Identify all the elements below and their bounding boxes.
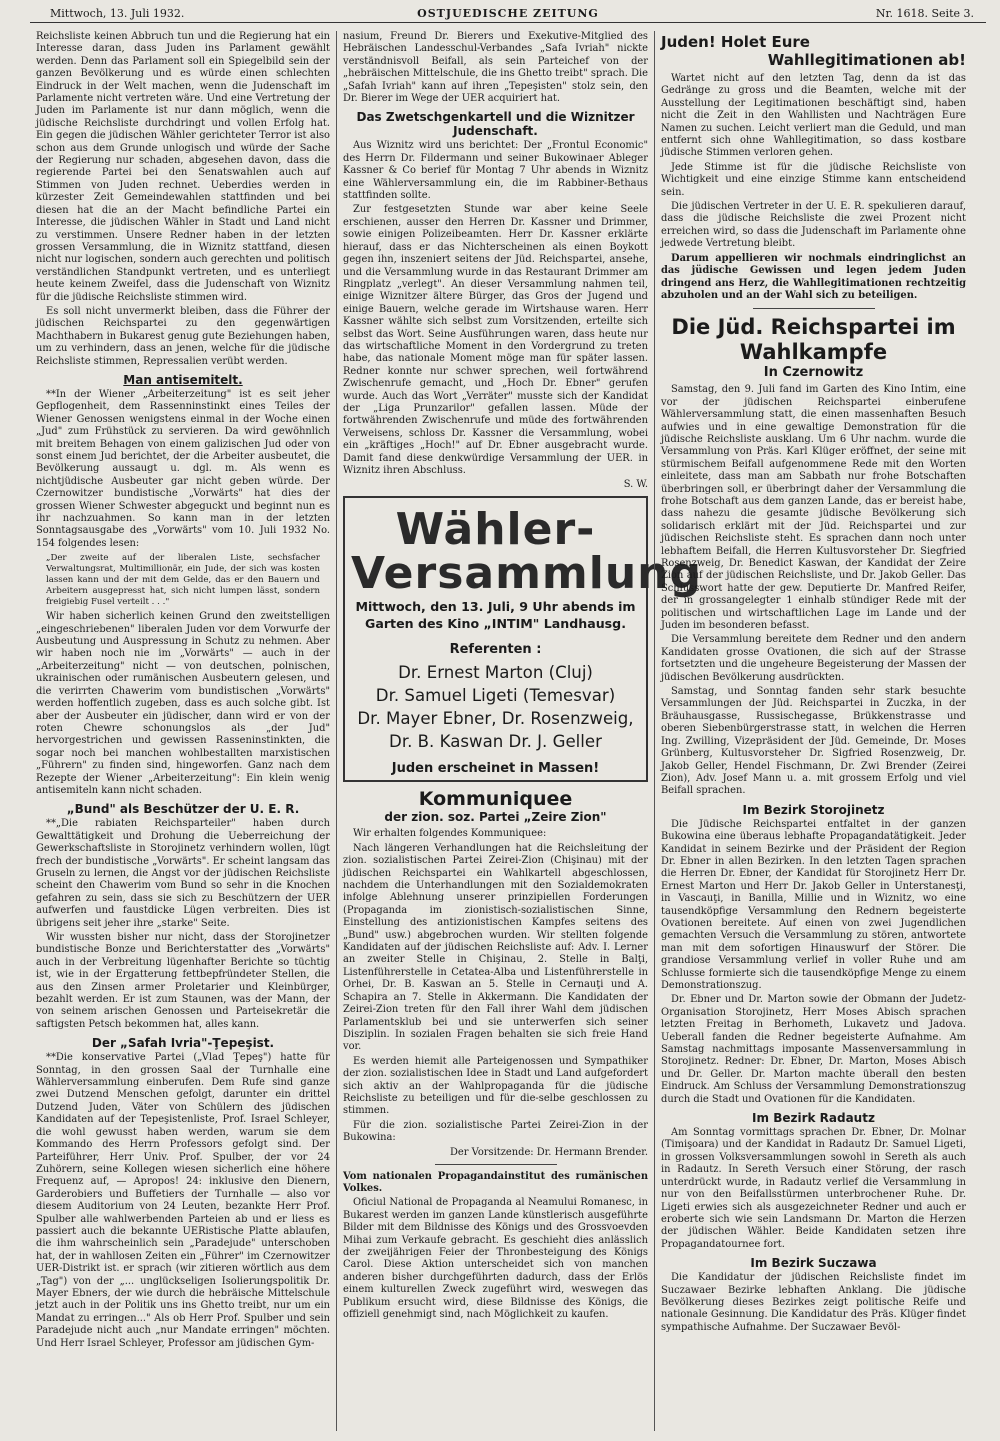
article-paragraph: **„Die rabiaten Reichsparteiler" haben durch Gewalttätigkeit und Drohung die Ueberreichung der Gewerkschaftsliste in Storojinetz verhindern wollen, lügt frech der bundistische „Vorwärts". Er scheint langsam das Gruseln zu lernen, die Angst vor der jüdischen Reichsliste scheint den Chawerim vom Bund so sehr in die Knochen gefahren zu sein, dass sie sich zu Beschützern der UER aufwerfen und faustdicke Lügen verbreiten. Dies ist übrigens seit jeher ihre „starke" Seite. xyxy=(36,818,330,929)
article-paragraph: Oficiul National de Propaganda al Neamului Romanesc, in Bukarest werden im ganzen Lande künstlerisch ausgeführte Bilder mit dem Bildnisse des Königs und des Grossvoevden Mihai zum Verkaufe gebracht. Es geschieht dies anlässlich der zweijährigen Feier der Thronbesteigung des Königs Carol. Diese Aktion unterscheidet sich von manchen anderen bisher durchgeführten dadurch, dass der Erlös einem kulturellen Zweck zugeführt wird, weswegen das Publikum ersucht wird, diese Bildnisse des Königs, die offiziell genehmigt sind, nach Möglichkeit zu kaufen. xyxy=(343,1197,648,1321)
masthead xyxy=(30,6,986,23)
article-paragraph: Wir erhalten folgendes Kommuniquee: xyxy=(353,828,547,840)
article-paragraph: Die Versammlung bereitete dem Redner und den andern Kandidaten grosse Ovationen, die sich auf der Strasse fortsetzten und die ungeheure Begeisterung der Massen der jüdischen Bevölkerung ausdrückten. xyxy=(661,634,966,683)
article-paragraph: Reichsliste keinen Abbruch tun und die Regierung hat ein Interesse daran, dass Juden ins Parlament gewählt werden. Denn das Parlament soll ein Spiegelbild sein der ganzen Bevölkerung und es würde einen schlechten Eindruck in der Welt machen, wenn die Judenschaft im Parlamente nicht vertreten wäre. Und eine Vertretung der Juden im Parlamente ist nur dann möglich, wenn die jüdische Reichsliste durchdringt und vollen Erfolg hat. Ein gegen die jüdischen Wähler gerichteter Terror ist also schon aus dem Grunde unlogisch und würde der Sache der Regierung nur schaden, abgesehen davon, dass die regierende Partei bei den Senatswahlen auch auf Stimmen von Juden rechnet. Ueberdies werden in kürzester Zeit Gemeindewahlen stattfinden und bei diesen hat die an der Macht befindliche Partei ein Interesse, die jüdischen Wähler in Stadt und Land nicht zu verstimmen. Unsere Redner haben in der letzten grossen Versammlung, die in Wiznitz stattfand, diesen nicht nur logischen, sondern auch gerechten und politisch verständlichen Standpunkt vertreten, und es unterliegt heute keinem Zweifel, dass die Judenschaft von Wiznitz für die jüdische Reichsliste stimmen wird. xyxy=(36,31,330,303)
columns xyxy=(30,31,986,1431)
article-paragraph: Wir haben sicherlich keinen Grund den zweitstelligen „eingeschriebenen" liberalen Juden vor dem Vorwurfe der Ausbeutung und Auspressung in Schutz zu nehmen. Aber wir haben noch nie im „Vorwärts" — auch in der „Arbeiterzeitung" nicht — von deutschen, polnischen, ukrainischen oder rumänischen Ausbeutern gelesen, und die verirrten Chawerim vom bundistischen „Vorwärts" werden hoffentlich zugeben, dass es auch solche gibt. Ist aber der Ausbeuter ein jüdischer, dann wird er von der roten Chewre schonungslos als „der Jud" hervorgestrichen und gewissen Rasseninstinkten, die sogar noch bei manchen wohlbestallten marxistischen „Führern" zu finden sind, hingeworfen. Ganz nach dem Rezepte der Wiener „Arbeiterzeitung": Ein klein wenig antisemiteln kann nicht schaden. xyxy=(36,611,330,796)
article-paragraph: Samstag, und Sonntag fanden sehr stark besuchte Versammlungen der Jüd. Reichspartei in Zuczka, in der Bräuhausgasse, Russischegasse, Brükkenstrasse und oberen Siebenbürgerstrasse statt, in welchen die Herren Ing. Zwilling, Vizepräsident der Jüd. Gemeinde, Dr. Moses Grünberg, Kultusvorsteher Dr. Sigfried Rosenzweig, Dr. Jakob Geller, Hendel Fischmann, Dr. Zwi Brender (Zeirei Zion), Adv. Josef Mann u. a. mit grossem Erfolg und viel Beifall sprachen. xyxy=(661,686,966,797)
subheadline-czernowitz: In Czernowitz xyxy=(763,365,864,381)
article-paragraph: **Die konservative Partei („Vlad Ţepeş") hatte für Sonntag, in den grossen Saal der Turnhalle eine Wählerversammlung einberufen. Dem Rufe sind ganze zwei Dutzend Menschen gefolgt, darunter ein drittel Dutzend Juden, Väter von Schülern des jüdischen Kandidaten auf der Tepeşistenliste, Prof. Israel Schleyer, die wohl gewusst haben werden, warum sie dem Kommando des Herrn Professors gefolgt sind. Der Parteiführer, Herr Univ. Prof. Spulber, der vor 24 Zuhörern, seine Kollegen wiesen sicherlich eine höhere Frequenz auf, — Apropos! 24: inklusive den Dienern, Garderobiers und Buffetiers der Turnhalle — also vor diesem Auditorium von 24 Leuten, bezankte Herr Prof. Spulber alle wahlwerbenden Parteien ab und er liess es passiert auch die bekannte UERistische Platte ablaufen, die ihm wahrscheinlich sein „Paradejude" unterschoben hat, der in wahllosen Zeiten ein „Führer" im Czernowitzer UER-Distrikt ist. er sprach (wir zitieren wörtlich aus dem „Tag") von der „... unglückseligen Isolierungspolitik Dr. Mayer Ebners, der wie durch die hebräische Mittelschule jetzt auch in der Politik uns ins Ghetto treibt, nur um ein Mandat zu erringen..." Als ob Herr Prof. Spulber und sein Paradejude nicht auch „nur Mandate erringen" möchten. Und Herr Israel Schleyer, Professor am jüdischen Gym- xyxy=(36,1052,330,1349)
article-signature: S. W. xyxy=(623,479,648,491)
headline-propaganda: Vom nationalen Propagandainstitut des rumänischen Volkes. xyxy=(343,1170,648,1194)
article-paragraph: Jede Stimme ist für die jüdische Reichsliste von Wichtigkeit und eine einzige Stimme kann entscheidend sein. xyxy=(661,161,966,198)
headline-antisemitelt: Man antisemitelt. xyxy=(123,372,243,387)
article-paragraph: Es soll nicht unvermerkt bleiben, dass die Führer der jüdischen Reichspartei zu den gegenwärtigen Machthabern in Bukarest genug gute Beziehungen haben, um zu verhindern, dass an jenen, welche für die jüdische Reichsliste stimmen, Repressalien verübt werden. xyxy=(36,305,330,367)
quote-block: „Der zweite auf der liberalen Liste, sechsfacher Verwaltungsrat, Multimillionär, ein Jude, der sich was kosten lassen kann und der mit dem Gelde, das er den Bauern und Arbeitern ausgepresst hat, sich nicht lumpen lässt, sondern freigiebig Fusel verteilt . . ." xyxy=(46,553,320,608)
election-meeting-ad xyxy=(343,496,702,782)
column-left xyxy=(30,31,336,1431)
article-paragraph: nasium, Freund Dr. Bierers und Exekutive-Mitglied des Hebräischen Landesschul-Verbandes „Safa Ivriah" nickte verständnisvoll Beifall, als sein Parteichef von der „hebräischen Mittelschule, die ins Ghetto treibt" sprach. Die „Safah Ivriah" kann auf ihren „Tepeşisten" stolz sein, den Dr. Bierer im Wege der UER acquiriert hat. xyxy=(343,31,648,105)
article-paragraph: Am Sonntag vormittags sprachen Dr. Ebner, Dr. Molnar (Timişoara) und der Kandidat in Radautz Dr. Samuel Ligeti, in grossen Volksversammlungen sowohl in Sereth als auch in Radautz. In Sereth Versuch einer Störung, der rasch unterdrückt wurde, in Radautz verlief die Versammlung in nur von den Beifallsstürmen unterbrochener Ruhe. Dr. Ligeti erwies sich als ausgezeichneter Redner und auch er eroberte sich wie sein Landsmann Dr. Marton die Herzen der jüdischen Wähler. Beide Kandidaten setzen ihre Propagandatournee fort. xyxy=(661,1127,966,1250)
headline-storojinetz: Im Bezirk Storojinetz xyxy=(742,802,885,817)
ad-title: Wähler-Versammlung xyxy=(351,504,702,600)
article-paragraph: Wir wussten bisher nur nicht, dass der Storojinetzer bundistische Bonze und Berichterstatter des „Vorwärts" auch in der Verbreitung lügenhafter Berichte so tüchtig ist, wie in der Ergatterung fettbepfründeter Stellen, die aus den Zinsen armer Proletarier und Kleinbürger, bezahlt werden. Er ist zum Staunen, was der Mann, der von seinem arischen Genossen und Parteisekretär die saftigsten Petsch bekommen hat, alles kann. xyxy=(36,932,330,1030)
headline-radautz: Im Bezirk Radautz xyxy=(752,1111,875,1126)
article-paragraph: Zur festgesetzten Stunde war aber keine Seele erschienen, ausser den Herren Dr. Kassner und Drimmer, sowie einigen Polizeibeamten. Herr Dr. Kassner erklärte hierauf, dass er das Nichterscheinen als einen Boykott gegen ihn, inszeniert seitens der Jüd. Reichspartei, ansehe, und die Versammlung wurde in das Restaurant Drimmer am Ringplatz „verlegt". An dieser Versammlung nahmen teil, einige Wiznitzer ältere Bürger, das Gros der Jugend und einige Bauern, welche gerade im Wirtshause waren. Herr Kassner wählte sich selbst zum Vorsitzenden, erteilte sich selbst das Wort. Seine Ausführungen waren, dass heute nur das wirtschaftliche Moment in den Vordergrund zu treten habe, das nationale Moment möge man für später lassen. Redner konnte nur schwer sprechen, weil fortwährend Zwischenrufe gemacht, und „Hoch Dr. Ebner" gerufen wurde. Auch das Wort „Verräter" musste sich der Kandidat der „Liga Prunzarilor" gefallen lassen. Müde der fortwährenden Zwischenrufe und müde des fortwährenden Verweisens, schloss Dr. Kassner die Versammlung, wobei ein „kräftiges „Hoch!" auf Dr. Ebner ausgebracht wurde. Damit fand diese denkwürdige Versammlung der UER. in Wiznitz ihren Abschluss. xyxy=(343,204,648,476)
ad-speaker-line: Dr. Mayer Ebner, Dr. Rosenzweig, xyxy=(357,709,634,729)
headline-bund: „Bund" als Beschützer der U. E. R. xyxy=(66,802,300,817)
headline-suczawa: Im Bezirk Suczawa xyxy=(750,1256,877,1271)
article-paragraph: **In der Wiener „Arbeiterzeitung" ist es seit jeher Gepflogenheit, dem Rassenninstinkt eines Teiles der Wiener Genossen wenigstens einmal in der Woche einen „Jud" zum Frühstück zu servieren. Da wird gewöhnlich mit breitem Behagen von einem galizischen Jud oder von sonst einem Jud berichtet, der die Arbeiter ausbeutet, die Bevölkerung aussaugt u. dgl. m. Als wenn es nichtjüdische Ausbeuter gar nicht geben würde. Der Czernowitzer bundistische „Vorwärts" hat dies der grossen Wiener Schwester abgeguckt und beginnt nun es ihr nachzuahmen. So kann man in der letzten Sonntagsausgabe des „Vorwärts" vom 10. Juli 1932 No. 154 folgendes lesen: xyxy=(36,388,330,549)
article-paragraph: Es werden hiemit alle Parteigenossen und Sympathiker der zion. sozialistischen Idee in Stadt und Land aufgefordert sich aktiv an der Wahlpropaganda für die jüdische Reichsliste zu beteiligen und für die-selbe geschlossen zu stimmen. xyxy=(343,1055,648,1117)
article-paragraph: Die jüdischen Vertreter in der U. E. R. spekulieren darauf, dass die jüdische Reichsliste die zwei Prozent nicht erreichen wird, so dass die Judenschaft im Parlamente ohne jedwede Vertretung bleibt. xyxy=(661,201,966,250)
headline-kommuniquee: Kommuniquee xyxy=(418,788,573,811)
column-right xyxy=(654,31,972,1431)
article-paragraph: Aus Wiznitz wird uns berichtet: Der „Frontul Economic" des Herrn Dr. Fildermann und seiner Bukowinaer Ableger Kassner & Co berief für Montag 7 Uhr abends in Wiznitz eine Wählerversammlung ein, die im Rabbiner-Bethaus stattfinden sollte. xyxy=(343,140,648,202)
masthead-issue: Nr. 1618. Seite 3. xyxy=(875,7,974,20)
headline-reichspartei: Die Jüd. Reichspartei im Wahlkampfe xyxy=(671,315,956,365)
masthead-date: Mittwoch, 13. Juli 1932. xyxy=(50,7,185,20)
ad-speakers-label: Referenten : xyxy=(449,642,542,658)
ad-speaker-line: Dr. Samuel Ligeti (Temesvar) xyxy=(375,686,616,706)
headline-safah-ivria: Der „Safah Ivria"-Ţepeşist. xyxy=(91,1036,275,1051)
article-paragraph: Nach längeren Verhandlungen hat die Reichsleitung der zion. sozialistischen Partei Zeirei-Zion (Chişinau) mit der jüdischen Reichspartei ein Wahlkartell abgeschlossen, nachdem die Unterhandlungen mit den Sozialdemokraten infolge Ablehnung unserer prinzipiellen Forderungen (Propaganda im zionistisch-sozialistischen Sinne, Einstellung des antizionistischen Kampfes seitens des „Bund" usw.) abgebrochen wurden. Wir stellten folgende Kandidaten auf der jüdischen Reichsliste auf: Adv. I. Lerner an zweiter Stelle in Chişinau, 2. Stelle in Balţi, Listenführerstelle in Cetatea-Alba und Listenführerstelle in Orhei, Dr. B. Kaswan an 5. Stelle in Cernauţi und A. Schapira an 7. Stelle in Akkermann. Die Kandidaten der Zeirei-Zion treten für den Fall ihrer Wahl dem jüdischen Parlamentsklub bei und sie unterwerfen sich seiner Disziplin. In sozialen Fragen behalten sie sich freie Hand vor. xyxy=(343,842,648,1053)
kommuniquee-signature: Der Vorsitzende: Dr. Hermann Brender. xyxy=(450,1146,648,1158)
column-middle xyxy=(336,31,702,1431)
headline-zwetschgenkartell: Das Zwetschgenkartell und die Wiznitzer Judenschaft. xyxy=(356,110,635,139)
masthead-title: OSTJUEDISCHE ZEITUNG xyxy=(417,7,599,20)
ad-call-to-action: Juden erscheinet in Massen! xyxy=(391,761,600,777)
ad-speaker-line: Dr. B. Kaswan Dr. J. Geller xyxy=(389,732,602,752)
article-paragraph: Für die zion. sozialistische Partei Zeirei-Zion in der Bukowina: xyxy=(343,1119,648,1144)
ad-subtitle: Mittwoch, den 13. Juli, 9 Uhr abends im Garten des Kino „INTIM" Landhausg. xyxy=(355,599,636,632)
subheadline-zeire-zion: der zion. soz. Partei „Zeire Zion" xyxy=(384,810,607,825)
article-paragraph: Dr. Ebner und Dr. Marton sowie der Obmann der Judetz-Organisation Storojinetz, Herr Moses Abisch sprachen letzten Freitag in Berhometh, Lukavetz und Jadova. Ueberall fanden die Redner begeisterte Aufnahme. Am Samstag nachmittags imposante Massenversammlung in Storojinetz. Redner: Dr. Ebner, Dr. Marton, Moses Abisch und Dr. Geller. Dr. Marton machte überall den besten Eindruck. Am Schluss der Versammlung Demonstrationszug durch die Stadt und Ovationen für die Kandidaten. xyxy=(661,994,966,1105)
article-paragraph: Die Jüdische Reichspartei entfaltet in der ganzen Bukowina eine überaus lebhafte Propagandatätigkeit. Jeder Kandidat in seinem Bezirke und der Präsident der Region Dr. Ebner in allen Bezirken. In den letzten Tagen sprachen die Herren Dr. Ebner, der Kandidat für Storojinetz Herr Dr. Ernest Marton und Herr Dr. Jakob Geller in Unterstanesţi, in Vascauţi, in Banilla, Millie und in Wiznitz, wo eine tausendköpfige Versammlung den Rednern begeisterte Ovationen bereitete. Auf einen von zwei Jugendlichen gemachten Versuch die Versammlung zu stören, antwortete man mit dem sofortigen Hinauswurf der Störer. Die grandiose Versammlung verlief in voller Ruhe und am Schlusse formierte sich die tausendköpfige Menge zu einem Demonstrationszug. xyxy=(661,818,966,991)
headline-wahllegitimationen xyxy=(661,33,966,69)
headline-line: Wahllegitimationen ab! xyxy=(767,51,966,69)
headline-line: Juden! Holet Eure xyxy=(661,33,810,51)
divider xyxy=(753,308,875,309)
article-paragraph: Die Kandidatur der jüdischen Reichsliste findet im Suczawaer Bezirke lebhaften Anklang. Die jüdische Bevölkerung dieses Bezirkes zeigt politische Reife und nationale Gesinnung. Die Kandidatur des Präs. Klüger findet sympathische Aufnahme. Der Suczawaer Bevöl- xyxy=(661,1272,966,1333)
divider xyxy=(435,1164,557,1165)
article-paragraph: Wartet nicht auf den letzten Tag, denn da ist das Gedränge zu gross und die Beamten, welche mit der Ausstellung der Legitimationen beschäftigt sind, haben nicht die Zeit in den Wahllisten und Nachträgen Eure Namen zu suchen. Leicht verliert man die Geduld, und man entfernt sich ohne Wahllegitimation, so dass kostbare jüdische Stimmen verloren gehen. xyxy=(661,73,966,159)
ad-speaker-line: Dr. Ernest Marton (Cluj) xyxy=(398,663,593,683)
article-paragraph: Darum appellieren wir nochmals eindringlichst an das jüdische Gewissen und legen jedem Juden dringend ans Herz, die Wahllegitimationen rechtzeitig abzuholen und an der Wahl sich zu beteiligen. xyxy=(661,252,966,301)
article-paragraph: Samstag, den 9. Juli fand im Garten des Kino Intim, eine vor der jüdischen Reichspartei einberufene Wählerversammlung statt, die einen massenhaften Besuch aufwies und in eine gewaltige Demonstration für die jüdische Reichsliste ausklang. Um 6 Uhr nachm. wurde die Versammlung von Präs. Karl Klüger eröffnet, der seine mit stürmischem Beifall aufgenommene Rede mit den Worten einleitete, dass man am Sabbath nur frohe Botschaften überbringen soll, er überbringt daher der Versammlung die frohe Botschaft aus dem ganzen Lande, das er bereist habe, dass nahezu die gesamte jüdische Bevölkerung sich solidarisch erklärt mit der Jüd. Reichspartei und zur jüdischen Reichsliste steht. Es sprachen dann noch unter lebhaftem Beifall, die Herren Kultusvorsteher Dr. Siegfried Rosenzweig, Dr. Benedict Kaswan, der Kandidat der Zeire Zion auf der jüdischen Reichsliste, und Dr. Jakob Geller. Das Schlusswort hatte der gew. Deputierte Dr. Manfred Reifer, der in grossangelegter 1 einhalb stündiger Rede mit der politischen und wirtschaftlichen Lage im Lande und der Juden im besonderen befasst. xyxy=(661,384,966,632)
